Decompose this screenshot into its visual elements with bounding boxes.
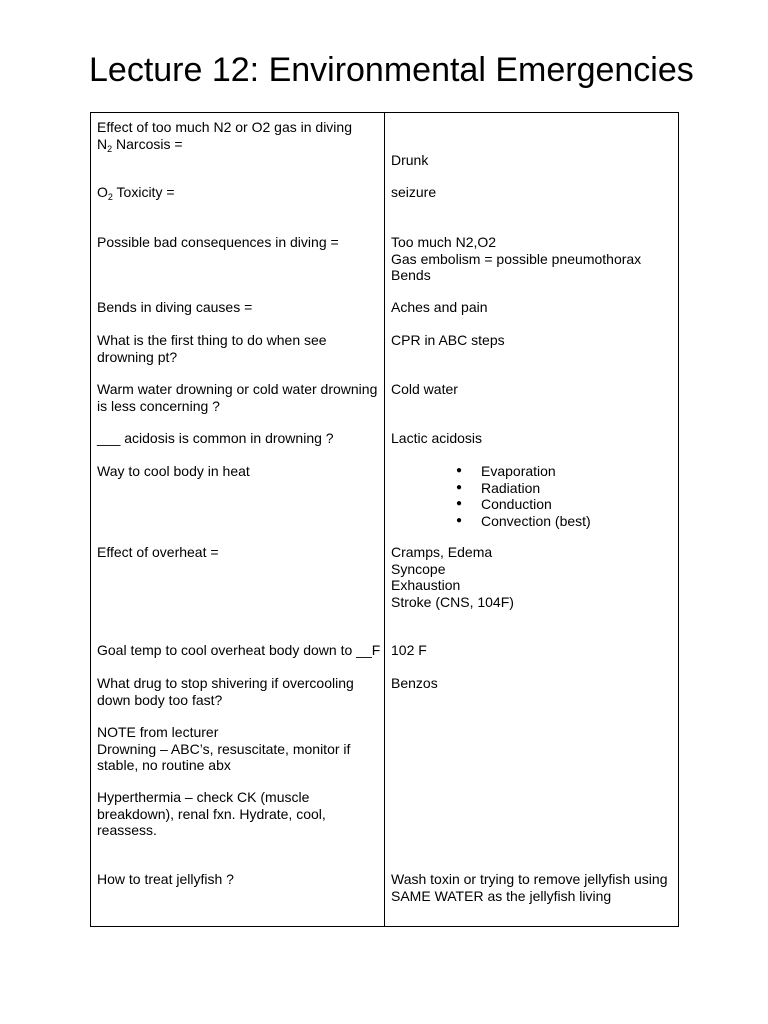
answer-overheat-effect	[391, 544, 514, 610]
n2-text: Narcosis =	[112, 135, 183, 152]
o2-text: Toxicity =	[112, 184, 175, 200]
question-shivering-drug	[97, 675, 354, 708]
table-right-border	[678, 112, 679, 927]
answer-warm-cold-drowning: Cold water	[391, 381, 458, 397]
cooling-methods-list	[391, 463, 591, 529]
answer-shivering-drug: Benzos	[391, 675, 438, 691]
answer-line: Gas embolism = possible pneumothorax	[391, 250, 642, 267]
note-line: stable, no routine abx	[97, 757, 231, 773]
list-item: ● Evaporation	[391, 463, 591, 480]
n2-symbol: N	[97, 135, 108, 152]
n2-narcosis-label	[97, 136, 352, 153]
lecturer-note	[97, 724, 350, 774]
answer-line: Too much N2,O2	[391, 234, 497, 250]
question-diving-consequences: Possible bad consequences in diving =	[97, 234, 339, 250]
question-line: What drug to stop shivering if overcooling	[97, 675, 354, 691]
question-cool-body: Way to cool body in heat	[97, 463, 250, 479]
answer-o2-toxicity: seizure	[391, 184, 437, 200]
answer-acidosis: Lactic acidosis	[391, 430, 483, 446]
question-overheat-effect: Effect of overheat =	[97, 544, 219, 560]
answer-line: Exhaustion	[391, 577, 461, 593]
question-warm-cold-drowning	[97, 381, 377, 414]
question-line: What is the first thing to do when see	[97, 332, 327, 348]
note-line: Hyperthermia – check CK (muscle	[97, 789, 310, 805]
table-column-divider	[384, 112, 385, 927]
note-line: reassess.	[97, 822, 157, 838]
intro-text: Effect of too much N2 or O2 gas in diving	[97, 119, 352, 135]
hyperthermia-note	[97, 789, 326, 839]
list-item: ● Convection (best)	[391, 513, 591, 530]
answer-line: Cramps, Edema	[391, 544, 493, 560]
page-title: Lecture 12: Environmental Emergencies	[89, 51, 694, 89]
answer-cool-body	[391, 463, 591, 529]
o2-subscript: 2	[107, 192, 113, 202]
question-drowning-first-step	[97, 332, 327, 365]
answer-line: Wash toxin or trying to remove jellyfish using	[391, 871, 668, 887]
answer-goal-temp: 102 F	[391, 642, 427, 658]
answer-line: Syncope	[391, 560, 446, 577]
n2-subscript: 2	[107, 143, 113, 154]
list-item: ● Conduction	[391, 496, 591, 513]
question-n2-narcosis	[97, 119, 352, 152]
table-left-border	[90, 112, 91, 927]
question-line: drowning pt?	[97, 348, 178, 365]
answer-line: Stroke (CNS, 104F)	[391, 593, 514, 610]
note-line: NOTE from lecturer	[97, 724, 219, 740]
list-item: ● Radiation	[391, 480, 591, 497]
question-line: down body too fast?	[97, 691, 223, 708]
note-line: Drowning – ABC’s, resuscitate, monitor if	[97, 740, 351, 757]
question-jellyfish: How to treat jellyfish ?	[97, 871, 234, 887]
question-bends: Bends in diving causes =	[97, 299, 253, 315]
answer-bends: Aches and pain	[391, 299, 488, 315]
question-line: is less concerning ?	[97, 397, 220, 414]
o2-symbol: O	[97, 184, 108, 200]
answer-line: SAME WATER as the jellyfish living	[391, 887, 612, 904]
question-acidosis: ___ acidosis is common in drowning ?	[97, 430, 334, 446]
answer-drowning-first-step: CPR in ABC steps	[391, 332, 505, 348]
note-line: breakdown), renal fxn. Hydrate, cool,	[97, 805, 326, 822]
qa-table	[90, 112, 679, 927]
answer-diving-consequences	[391, 234, 641, 284]
answer-line: Bends	[391, 267, 431, 283]
question-goal-temp: Goal temp to cool overheat body down to __F	[97, 642, 381, 658]
question-o2-toxicity	[97, 184, 175, 201]
question-line: Warm water drowning or cold water drowning	[97, 381, 378, 397]
answer-n2-narcosis: Drunk	[391, 152, 429, 168]
answer-jellyfish	[391, 871, 667, 904]
